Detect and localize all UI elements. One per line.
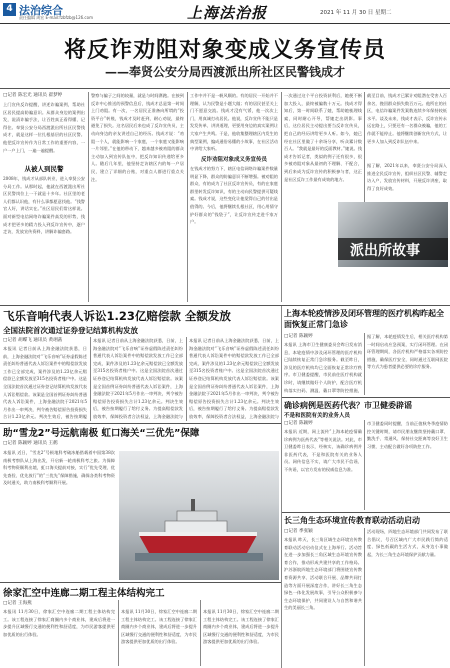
story-byline: □记者 胡蝶飞 通讯员 黄翊菡 bbox=[3, 338, 63, 343]
story-body-col-2: 本报讯 记者日前从上海金融法院获悉，日前，上海金融法院对“飞乐音响”证券虚假陈述责任纠纷普通代表人诉讼案件中的赔偿款发放工作已全部完成，案件涉及的1.23亿余元赔偿款已全额发放至315名投资者账户中。这是全国法院首次通过证券登记结算机构发放代表人诉讼赔偿款。该案是全国首例证券纠纷普通代表人诉讼案件，上海金融法院于2021年5月作出一审判决，判令被告赔偿原告投资损失合计1.23亿余元。判决生效后，被告按期履行了给付义务。为提高赔偿款发放效率，保障投资者合法权益，上海金融法院与 bbox=[93, 338, 183, 419]
lead-subheading-1: 从被人到民警 bbox=[24, 165, 64, 173]
story-body: 据了解，本轮疫情发生后，相关医疗机构第一时间启动应急预案，实行闭环管理。在闭环管理期间，各医疗机构严格落实各项防控措施，确保医疗安全，同时通过互联网医院等方式为患者提供必要的诊疗服务。 bbox=[367, 334, 448, 370]
lead-column-2: 警察与骗子之间的较量，就是与时间赛跑。在接到反诈中心推送的预警信息后，钱成才总是第一时间上门劝阻。有一次，一名居民正准备向所谓的“投资平台”转账，钱成才及时赶到，耐心劝说，最终避免了损失。这名居民后来也成了反诈宣传员，主动向身边的亲友讲述自己的经历。钱成才说：“劝阻一个人，就能影响一个家庭，一个家庭又能影响一片邻里。”在他的带动下，越来越多被劝阻的群众主动加入到宣传队伍中，把反诈知识传递给更多人。随后几年里，他坚持走访辖区内的每一户居民，建立了详细的台账，对重点人群进行重点关注。 bbox=[91, 93, 184, 182]
story-body: 本报讯 近期，网上流传“上海本轮疫情确诊病例为医药代表”等相关说法。对此，市卫健委昨日表示，经核实，该确诊病例并非医药代表，不是和医院有关的业务人员。网传信息不实，请广大市民不信谣、不传谣，以官方发布的权威信息为准。 bbox=[284, 429, 362, 472]
story-headline: 徐家汇空中连廊二期工程主体结构完工 bbox=[3, 588, 165, 599]
lead-subheading-2: 反诈劝阻对象成义务宣传员 bbox=[200, 157, 267, 163]
story-body: 本报讯 昨天，长三角区域生态环境宣传教育联动活动启动仪式在上海举行。活动旨在进一步加强长三角区域生态环境宣传教育合作，推动形成共建共享的工作格局。沪苏浙皖四地生态环境部门将围绕宣传教育资源共享、活动联合开展、品牌共同打造等方面开展深度合作，讲好长三角生态绿色一体化发展故事，引导公众积极参与生态环境保护，共同建设人与自然和谐共生的美丽长三角。 bbox=[284, 537, 362, 611]
story-body: 活动现场，四地生态环境部门共同发布了联合倡议，号召区域内广大市民践行简约适度、绿色低碳的生活方式，从身边小事做起，为长三角生态环境保护贡献力量。 bbox=[367, 529, 448, 557]
lead-column-3b: 在钱成才的努力下，辖区电信网络诈骗案件数量明显下降，群众的防骗意识不断增强。被劝阻的群众，有的成为了社区反诈宣传员，有的在家庭群里转发反诈知识，有的主动向民警提供可疑线索。钱成才说，这些变化让他觉得自己的付出是值得的。今后，他将继续扎根社区，用心用情守护好群众的“钱袋子”，让反诈宣传走进千家万户。 bbox=[190, 166, 278, 225]
column-rule bbox=[90, 337, 91, 421]
lead-column-5: 截至目前，钱成才已累计劝阻潜在受害人百余名，挽回群众损失数百万元。他所在的社区，电信诈骗案件发案数连续多年保持较低水平。谈及未来，钱成才表示，反诈宣传永远在路上，只要还有一名群众被骗，他的工作就不能停止。他将继续创新宣传方式，让更多人加入到反诈队伍中来。 bbox=[367, 93, 447, 144]
section-divider bbox=[0, 305, 450, 306]
story-byline: □记者 王海燕 bbox=[3, 601, 32, 606]
main-headline: 将反诈劝阻对象变成义务宣传员 bbox=[63, 38, 386, 63]
newspaper-logo: 上海法治报 bbox=[187, 4, 268, 22]
photo-label: 派出所故事 bbox=[350, 243, 420, 259]
lead-column-3: 工作中并不是一帆风顺的。有的居民一开始并不理解，认为民警是小题大做；有的居民甚至关上门不愿意交流。钱成才没有气馁，他一次次上门，用真诚打动居民。他说，反诈宣传不能只是发发传单、讲讲道理，更要用身边的真实案例让大家产生共鸣。于是，他收集整理辖区内发生的典型案例，编成通俗易懂的小故事，在社区活动中讲给大家听。 bbox=[190, 93, 278, 152]
column-rule bbox=[88, 92, 89, 302]
story-headline: 确诊病例是医药代表？市卫健委辟谣 bbox=[284, 401, 412, 410]
story-headline: 长三角生态环境宣传教育联动活动启动 bbox=[284, 516, 420, 525]
story-byline: □记者 陈颖婷 bbox=[284, 334, 313, 339]
column-rule bbox=[364, 92, 365, 202]
section-divider bbox=[0, 423, 281, 424]
date-line: 2021 年 11 月 30 日 星期二 bbox=[320, 10, 392, 16]
editor-line: 责任编辑 周宏 E-mail:fzbfzb@126.com bbox=[19, 15, 93, 20]
icebreaker-photo bbox=[119, 451, 279, 580]
story-body: 本报讯 11月30日，徐家汇空中连廊二期工程主体结构完工。该工程连接了徐家汇商圈内多个商业体，建成后将进一步提升区域慢行交通的便利性和舒适度，为市民游客提供更加优质的出行体验。 bbox=[3, 609, 115, 637]
section-title: 法治综合 bbox=[19, 4, 63, 17]
column-rule bbox=[364, 420, 365, 510]
lead-column-5b: 据了解，2021年以来，奉贤公安分局深入推进全民反诈宣传，组织社区民警、辅警走访入户，发放宣传材料，开展反诈讲座，取得了良好成效。 bbox=[367, 163, 447, 191]
story-body: 本报讯 近日，“雪龙2”号极地科考破冰船搭载着中国第38次南极考察队从上海出发，开启新一轮南极科考之旅。为保障科考物资顺利出境，虹口海关提前对接，实行“优先受理、优先查验、优先放行”的“三优先”保障措施，确保各类科考物资及时通关，助力南极科考顺利开展。 bbox=[3, 450, 115, 486]
lead-column-4: 一次通过这个平台投资获利后，她便不断加大投入，最终被骗数十万元。钱成才得知后，第一时间联系了她，帮助她梳理线索，同时耐心开导，帮她走出阴影。事后，这位居民主动提出要当反诈宣传员，把自己的经历讲给更多人听。如今，她已经在社区里做了十余场分享，听众累计数百人。“我就是最好的反面教材。”她说。钱成才告诉记者，类似的例子还有很多，很多被劝阻对象从最初的不理解、不配合，到后来成为反诈宣传的积极参与者，这正是社区反诈工作最有成效的地方。 bbox=[284, 93, 362, 182]
story-body-col-3: 本报讯 记者日前从上海金融法院获悉，日前，上海金融法院对“飞乐音响”证券虚假陈述责任纠纷普通代表人诉讼案件中的赔偿款发放工作已全部完成，案件涉及的1.23亿余元赔偿款已全额发放至315名投资者账户中。这是全国法院首次通过证券登记结算机构发放代表人诉讼赔偿款。该案是全国首例证券纠纷普通代表人诉讼案件，上海金融法院于2021年5月作出一审判决，判令被告赔偿原告投资损失合计1.23亿余元。判决生效后，被告按期履行了给付义务。为提高赔偿款发放效率，保障投资者合法权益，上海金融法院与 bbox=[189, 338, 279, 419]
story-subheadline: 不是和医院有关的业务人员 bbox=[284, 413, 351, 419]
page-number-badge: 4 bbox=[3, 3, 16, 16]
story-headline: 助“雪龙2”号远航南极 虹口海关“三优先”保障 bbox=[3, 428, 200, 439]
lead-column-1: 上门宣传反诈提醒，讲述诈骗案例，帮助社区居民提高防骗意识。从群众身边的案例出发，说清诈骗手法，让百姓真正看得懂、记得住。奉贤公安分局西渡派出所社区民警钱成才，就是这样一位扎根基层的社区民警。他把反诈宣传作为日常工作的重要内容，一户一户上门，一遍一遍提醒。 bbox=[3, 102, 85, 153]
story-headline: 上海本轮疫情涉及闭环管理的医疗机构昨起全面恢复正常门急诊 bbox=[284, 309, 444, 329]
story-byline: □记者 陈颖婷 bbox=[284, 421, 313, 426]
story-byline: □记者 陈颖婷 通讯员 王鹤 bbox=[3, 441, 58, 446]
story-body: 本报讯 11月30日，徐家汇空中连廊二期工程主体结构完工。该工程连接了徐家汇商圈内多个商业体，建成后将进一步提升区域慢行交通的便利性和舒适度，为市民游客提供更加优质的出行体验。 bbox=[203, 609, 279, 645]
column-rule bbox=[200, 600, 201, 666]
story-body: 本报讯 11月30日，徐家汇空中连廊二期工程主体结构完工。该工程连接了徐家汇商圈内多个商业体，建成后将进一步提升区域慢行交通的便利性和舒适度，为市民游客提供更加优质的出行体验。 bbox=[121, 609, 197, 645]
column-rule bbox=[281, 306, 282, 668]
column-rule bbox=[364, 333, 365, 395]
ship-illustration bbox=[135, 499, 263, 561]
column-rule bbox=[118, 600, 119, 666]
lead-byline: □记者 陈宏光 通讯员 翟梦婷 bbox=[3, 93, 63, 98]
column-rule bbox=[364, 528, 365, 666]
story-byline: □记者 季张颖 bbox=[284, 529, 313, 534]
story-subheadline: 全国法院首次通过证券登记结算机构发放 bbox=[3, 326, 138, 335]
main-subheadline: ——奉贤公安分局西渡派出所社区民警钱成才 bbox=[104, 65, 345, 79]
section-divider bbox=[282, 397, 450, 398]
section-divider bbox=[282, 512, 450, 513]
story-headline: 飞乐音响代表人诉讼1.23亿赔偿款 全额发放 bbox=[3, 309, 231, 323]
story-body-col-1: 本报讯 记者日前从上海金融法院获悉，日前，上海金融法院对“飞乐音响”证券虚假陈述责任纠纷普通代表人诉讼案件中的赔偿款发放工作已全部完成，案件涉及的1.23亿余元赔偿款已全额发放至315名投资者账户中。这是全国法院首次通过证券登记结算机构发放代表人诉讼赔偿款。该案是全国首例证券纠纷普通代表人诉讼案件，上海金融法院于2021年5月作出一审判决，判令被告赔偿原告投资损失合计1.23亿余元。判决生效后，被告按期履 bbox=[3, 346, 87, 420]
lead-column-1b: 2008年，钱成才从部队转业，进入奉贤公安分局工作。从那时起，他就在西渡派出所社区民警岗位上一干就是十多年。社区里的老人们都认识他，有什么事都愿意找他。“钱警官人好，讲话实在。”社区居民们常这样说。面对新型电信网络诈骗案件高发的形势，钱成才把更多的精力投入到反诈宣传中，逐户走访，发放宣传资料，讲解诈骗套路。 bbox=[3, 176, 85, 235]
story-body: 市卫健委同时提醒，当前正值秋冬季疫情防控关键时期，请市民朋友继续坚持戴口罩、勤洗手、常通风、保持社交距离等良好卫生习惯，主动配合做好各项防控工作。 bbox=[367, 421, 448, 449]
column-rule bbox=[187, 92, 188, 302]
column-rule bbox=[186, 337, 187, 421]
column-rule bbox=[281, 92, 282, 302]
headline-divider bbox=[0, 88, 450, 89]
section-divider bbox=[0, 582, 281, 583]
story-body: 本报讯 上海市卫生健康委员会昨日发布消息，本轮疫情中涉及闭环管理的医疗机构已陆续恢复正常门急诊服务。截至昨日，涉及的医疗机构均已全面恢复正常诊疗秩序。市卫健委提醒，市民前往医疗机构就诊时，请继续做好个人防护，配合医疗机构落实扫码、测温、戴口罩等防控措施， bbox=[284, 342, 362, 393]
